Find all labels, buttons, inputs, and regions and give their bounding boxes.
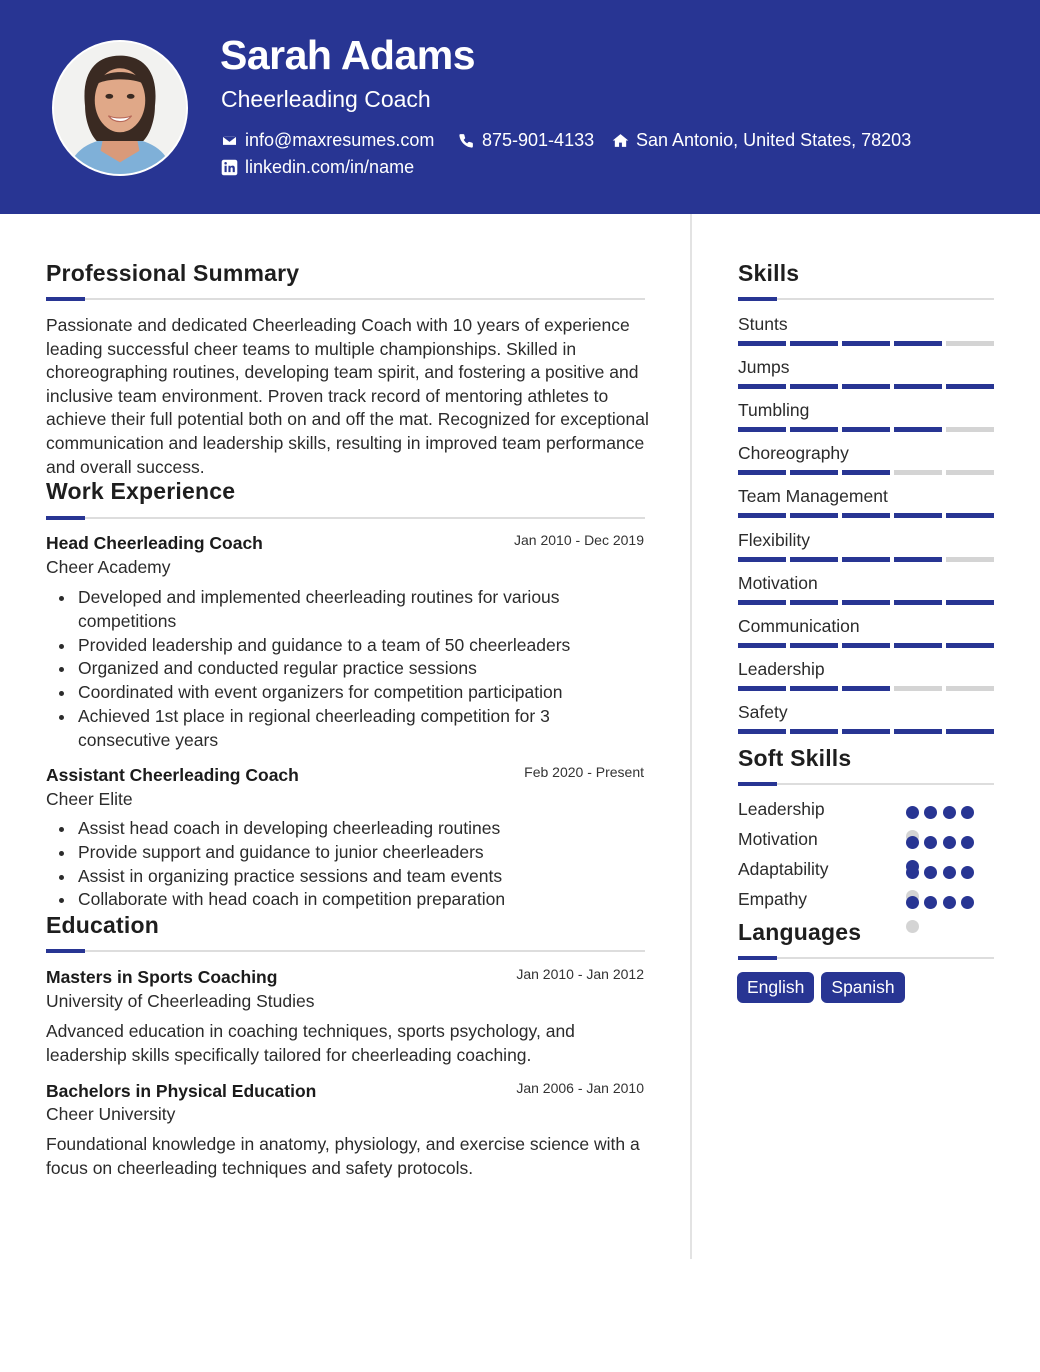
list-item: Coordinated with event organizers for competition participation [46,681,606,705]
skills-heading: Skills [738,260,800,286]
skill-row [738,659,994,702]
rating-dot [924,866,937,879]
rating-dot [906,866,919,879]
job-bullets [46,817,606,912]
email-text: info@maxresumes.com [245,130,435,150]
skill-row [738,400,994,443]
skill-level-segment [842,513,890,518]
skill-row [738,314,994,357]
list-item: Collaborate with head coach in competition preparation [46,888,606,912]
skill-level-segment [842,427,890,432]
skill-level-bar [738,643,994,648]
skill-level-segment [790,686,838,691]
skill-level-segment [946,427,994,432]
skill-level-segment [946,513,994,518]
skill-level-segment [738,686,786,691]
skill-level-segment [842,341,890,346]
skill-level-segment [894,557,942,562]
skill-level-segment [790,557,838,562]
home-icon [612,132,629,149]
job-dates: Jan 2010 - Dec 2019 [514,532,644,548]
soft-skill-row [738,799,994,829]
soft-skills-rule [738,783,994,785]
skill-level-segment [842,600,890,605]
skill-level-segment [790,341,838,346]
skill-level-segment [894,470,942,475]
languages-rule [738,957,994,959]
school-name: University of Cheerleading Studies [46,991,315,1011]
summary-heading: Professional Summary [46,260,300,286]
skill-level-segment [894,427,942,432]
rating-dot [906,806,919,819]
skill-level-segment [790,600,838,605]
skill-level-segment [946,384,994,389]
skill-level-bar [738,513,994,518]
skill-level-segment [738,341,786,346]
skill-level-segment [946,600,994,605]
skill-name: Communication [738,615,860,636]
skill-level-segment [894,686,942,691]
skill-level-segment [790,643,838,648]
skill-level-bar [738,470,994,475]
candidate-title: Cheerleading Coach [221,86,431,112]
skill-level-segment [738,557,786,562]
education-heading: Education [46,912,159,938]
skill-level-segment [894,643,942,648]
list-item: Provided leadership and guidance to a team of 50 cheerleaders [46,634,606,658]
summary-rule [46,298,645,300]
skill-row [738,702,994,745]
experience-rule [46,517,645,519]
skill-level-segment [842,643,890,648]
soft-skill-rating [906,896,981,926]
soft-skill-name: Motivation [738,829,818,849]
list-item: Assist head coach in developing cheerleading routines [46,817,606,841]
language-badge: English [737,972,814,1003]
skill-level-segment [790,470,838,475]
degree-description: Foundational knowledge in anatomy, physiology, and exercise science with a focus on cheerleading techniques and safety protocols. [46,1134,640,1178]
skill-level-segment [738,470,786,475]
rating-dot [906,836,919,849]
rating-dot [961,806,974,819]
soft-skill-row [738,859,994,889]
skill-row [738,357,994,400]
list-item: Organized and conducted regular practice sessions [46,657,606,681]
linkedin-text: linkedin.com/in/name [245,157,415,177]
skill-row [738,573,994,616]
skill-name: Flexibility [738,529,810,550]
contact-email[interactable] [221,130,434,151]
job-bullets [46,586,606,753]
skill-level-segment [946,470,994,475]
list-item: Achieved 1st place in regional cheerleading competition for 3 consecutive years [46,705,606,753]
skill-row [738,616,994,659]
skill-level-segment [842,384,890,389]
skill-level-segment [894,729,942,734]
soft-skill-name: Adaptability [738,859,829,879]
skill-level-bar [738,427,994,432]
linkedin-icon [221,159,238,176]
skill-name: Leadership [738,658,825,679]
skill-level-bar [738,600,994,605]
job-title: Head Cheerleading Coach [46,533,263,553]
degree-dates: Jan 2006 - Jan 2010 [516,1080,644,1096]
skill-level-segment [738,729,786,734]
rating-dot [924,896,937,909]
profile-photo [54,42,186,174]
soft-skills-heading: Soft Skills [738,745,852,771]
skill-name: Team Management [738,486,888,507]
skill-level-bar [738,557,994,562]
rating-dot [943,806,956,819]
skill-level-segment [738,643,786,648]
list-item: Provide support and guidance to junior cheerleaders [46,841,606,865]
skill-name: Choreography [738,443,849,464]
job-dates: Feb 2020 - Present [524,764,644,780]
skill-level-bar [738,686,994,691]
contact-phone[interactable] [458,130,594,151]
phone-icon [458,132,475,149]
skill-level-segment [894,384,942,389]
skill-name: Stunts [738,314,788,334]
skill-level-segment [790,384,838,389]
list-item: Developed and implemented cheerleading routines for various competitions [46,586,606,634]
contact-linkedin[interactable] [221,157,414,178]
skill-row [738,530,994,573]
school-name: Cheer University [46,1104,176,1124]
skill-level-bar [738,341,994,346]
degree-dates: Jan 2010 - Jan 2012 [516,966,644,982]
skill-level-segment [842,686,890,691]
skill-level-segment [946,557,994,562]
avatar [52,40,188,176]
rating-dot [943,866,956,879]
job-title: Assistant Cheerleading Coach [46,765,299,785]
languages-list [737,972,905,1003]
skill-level-segment [842,470,890,475]
skills-rule [738,298,994,300]
education-rule [46,950,645,952]
languages-heading: Languages [738,919,862,945]
list-item: Assist in organizing practice sessions and team events [46,865,606,889]
degree-description: Advanced education in coaching techniques, sports psychology, and leadership skills specifically tailored for cheerleading coaching. [46,1021,575,1065]
skill-level-segment [894,341,942,346]
skill-level-segment [946,686,994,691]
rating-dot [906,896,919,909]
soft-skill-name: Leadership [738,799,825,819]
summary-text: Passionate and dedicated Cheerleading Coach with 10 years of experience leading successful cheer teams to multiple championships. Skilled in choreographing routines, developing team spirit, and fostering a positive and inclusive team environment. Proven track record of mentoring athletes to achieve their full potential both on and off the mat. Recognized for exceptional communication and leadership skills, resulting in improved team performance and overall success. [46,315,649,477]
resume-header [0,0,1040,214]
skill-level-segment [738,513,786,518]
skill-level-bar [738,384,994,389]
skill-row [738,443,994,486]
skill-level-segment [790,513,838,518]
skill-name: Tumbling [738,400,810,421]
soft-skill-row [738,889,994,919]
skill-level-segment [790,729,838,734]
contact-location [612,130,911,151]
skill-name: Motivation [738,572,818,593]
soft-skill-row [738,829,994,859]
candidate-name: Sarah Adams [220,32,476,78]
skill-level-segment [738,427,786,432]
skill-row [738,486,994,529]
skill-level-bar [738,729,994,734]
rating-dot [961,896,974,909]
rating-dot [924,806,937,819]
rating-dot [943,896,956,909]
job-org: Cheer Academy [46,557,171,577]
language-badge: Spanish [821,972,904,1003]
skill-level-segment [738,600,786,605]
skill-level-segment [946,643,994,648]
envelope-icon [221,132,238,149]
skill-name: Safety [738,701,788,722]
column-divider [690,214,692,1259]
location-text: San Antonio, United States, 78203 [636,130,912,150]
skill-level-segment [842,557,890,562]
degree-title: Masters in Sports Coaching [46,967,278,987]
rating-dot [961,866,974,879]
skill-name: Jumps [738,357,790,378]
soft-skill-name: Empathy [738,889,808,909]
skill-level-segment [790,427,838,432]
rating-dot [943,836,956,849]
rating-dot [961,836,974,849]
phone-text: 875-901-4133 [482,130,595,150]
rating-dot [906,920,919,933]
skill-level-segment [946,341,994,346]
skill-level-segment [738,384,786,389]
skill-level-segment [842,729,890,734]
skill-level-segment [894,600,942,605]
skill-level-segment [946,729,994,734]
rating-dot [924,836,937,849]
degree-title: Bachelors in Physical Education [46,1081,317,1101]
job-org: Cheer Elite [46,789,133,809]
experience-heading: Work Experience [46,478,236,504]
skill-level-segment [894,513,942,518]
